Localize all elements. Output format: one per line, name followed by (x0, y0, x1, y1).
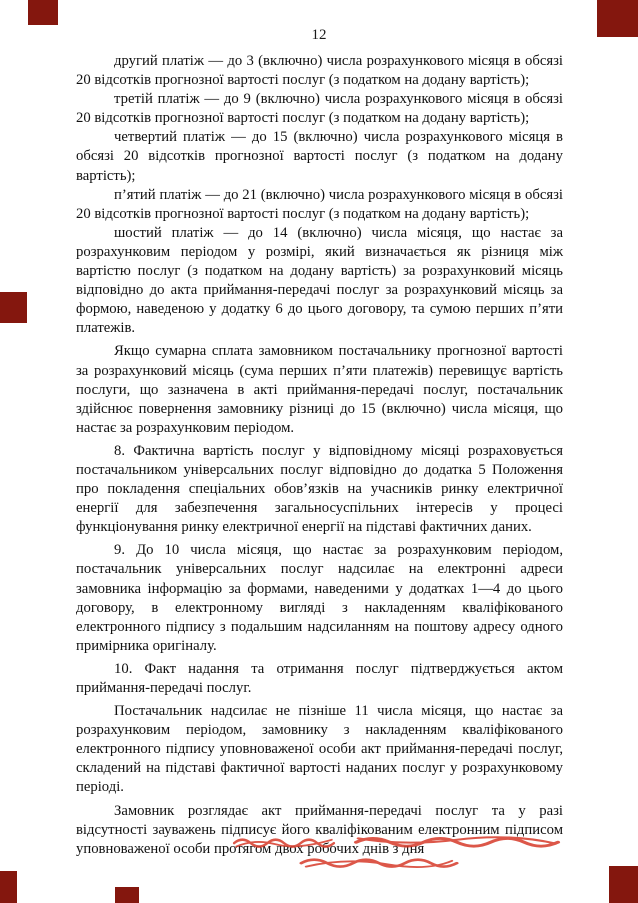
red-pen-scribble-1 (232, 834, 336, 850)
paragraph-supplier-sends-act: Постачальник надсилає не пізніше 11 числа місяця, що настає за розрахунковим періодом, замовнику з накладенням кваліфікованого електронного підпису уповноваженої особи акт приймання-передачі послуг, складений на підставі фактичної вартості наданих послуг у розрахунковому періоді. (76, 703, 563, 796)
corner-stamp-top-left (28, 0, 58, 25)
page-number: 12 (311, 27, 327, 43)
corner-stamp-bottom-right (609, 866, 638, 903)
edge-stamp-bottom-small (115, 887, 139, 903)
paragraph-payment-sixth: шостий платіж — до 14 (включно) числа місяця, що настає за розрахунковим періодом у розмірі, який визначається як різниця між вартістю послуг (з податком на додану вартість) за розрахунковий місяць відповідно до акта приймання-передачі послуг за розрахунковий місяць за формою, наведеною у додатку 6 до цього договору, та сумою перших п’яти платежів. (76, 224, 563, 337)
corner-stamp-bottom-left (0, 871, 17, 903)
paragraph-clause-9: 9. До 10 числа місяця, що настає за розрахунковим періодом, постачальник універсальних послуг надсилає на електронні адреси замовника інформацію за формами, наведеними у додатках 1—4 до цього договору, в електронному вигляді з накладенням кваліфікованого електронного підпису з подальшим надсиланням на поштову адресу одного примірника оригіналу. (76, 542, 563, 654)
red-pen-scribble-2 (352, 832, 562, 850)
paragraph-overpayment-refund: Якщо сумарна сплата замовником постачальнику прогнозної вартості за розрахунковий місяць (сума перших п’яти платежів) перевищує вартість послуги, що зазначена в акті приймання-передачі послуг, постачальник здійснює повернення замовнику різниці до 15 (включно) числа місяця, що настає за розрахунковим періодом. (76, 343, 563, 436)
paragraph-customer-reviews-act: Замовник розглядає акт приймання-передачі послуг та у разі відсутності зауважень підписує його кваліфікованим електронним підписом уповноваженої особи протягом двох робочих днів з дня (76, 802, 563, 857)
document-body (76, 52, 563, 859)
paragraph-clause-8: 8. Фактична вартість послуг у відповідному місяці розраховується постачальником універсальних послуг відповідно до додатка 5 Положення про покладення спеціальних обов’язків на учасників ринку електричної енергії для забезпечення загальносуспільних інтересів у процесі функціонування ринку електричної енергії на підставі фактичних даних. (76, 442, 563, 536)
edge-stamp-left-middle (0, 292, 27, 323)
red-pen-scribble-3 (298, 854, 460, 870)
paragraph-payment-fifth: п’ятий платіж — до 21 (включно) числа розрахункового місяця в обсязі 20 відсотків прогнозної вартості послуг (з податком на додану вартість); (76, 186, 563, 222)
paragraph-clause-10: 10. Факт надання та отримання послуг підтверджується актом приймання-передачі послуг. (76, 660, 563, 696)
paragraph-payment-fourth: четвертий платіж — до 15 (включно) числа розрахункового місяця в обсязі 20 відсотків прогнозної вартості послуг (з податком на додану вартість); (76, 129, 563, 184)
corner-stamp-top-right (597, 0, 638, 37)
paragraph-payment-third: третій платіж — до 9 (включно) числа розрахункового місяця в обсязі 20 відсотків прогнозної вартості послуг (з податком на додану вартість); (76, 91, 563, 127)
paragraph-payment-second: другий платіж — до 3 (включно) числа розрахункового місяця в обсязі 20 відсотків прогнозної вартості послуг (з податком на додану вартість); (76, 53, 563, 89)
